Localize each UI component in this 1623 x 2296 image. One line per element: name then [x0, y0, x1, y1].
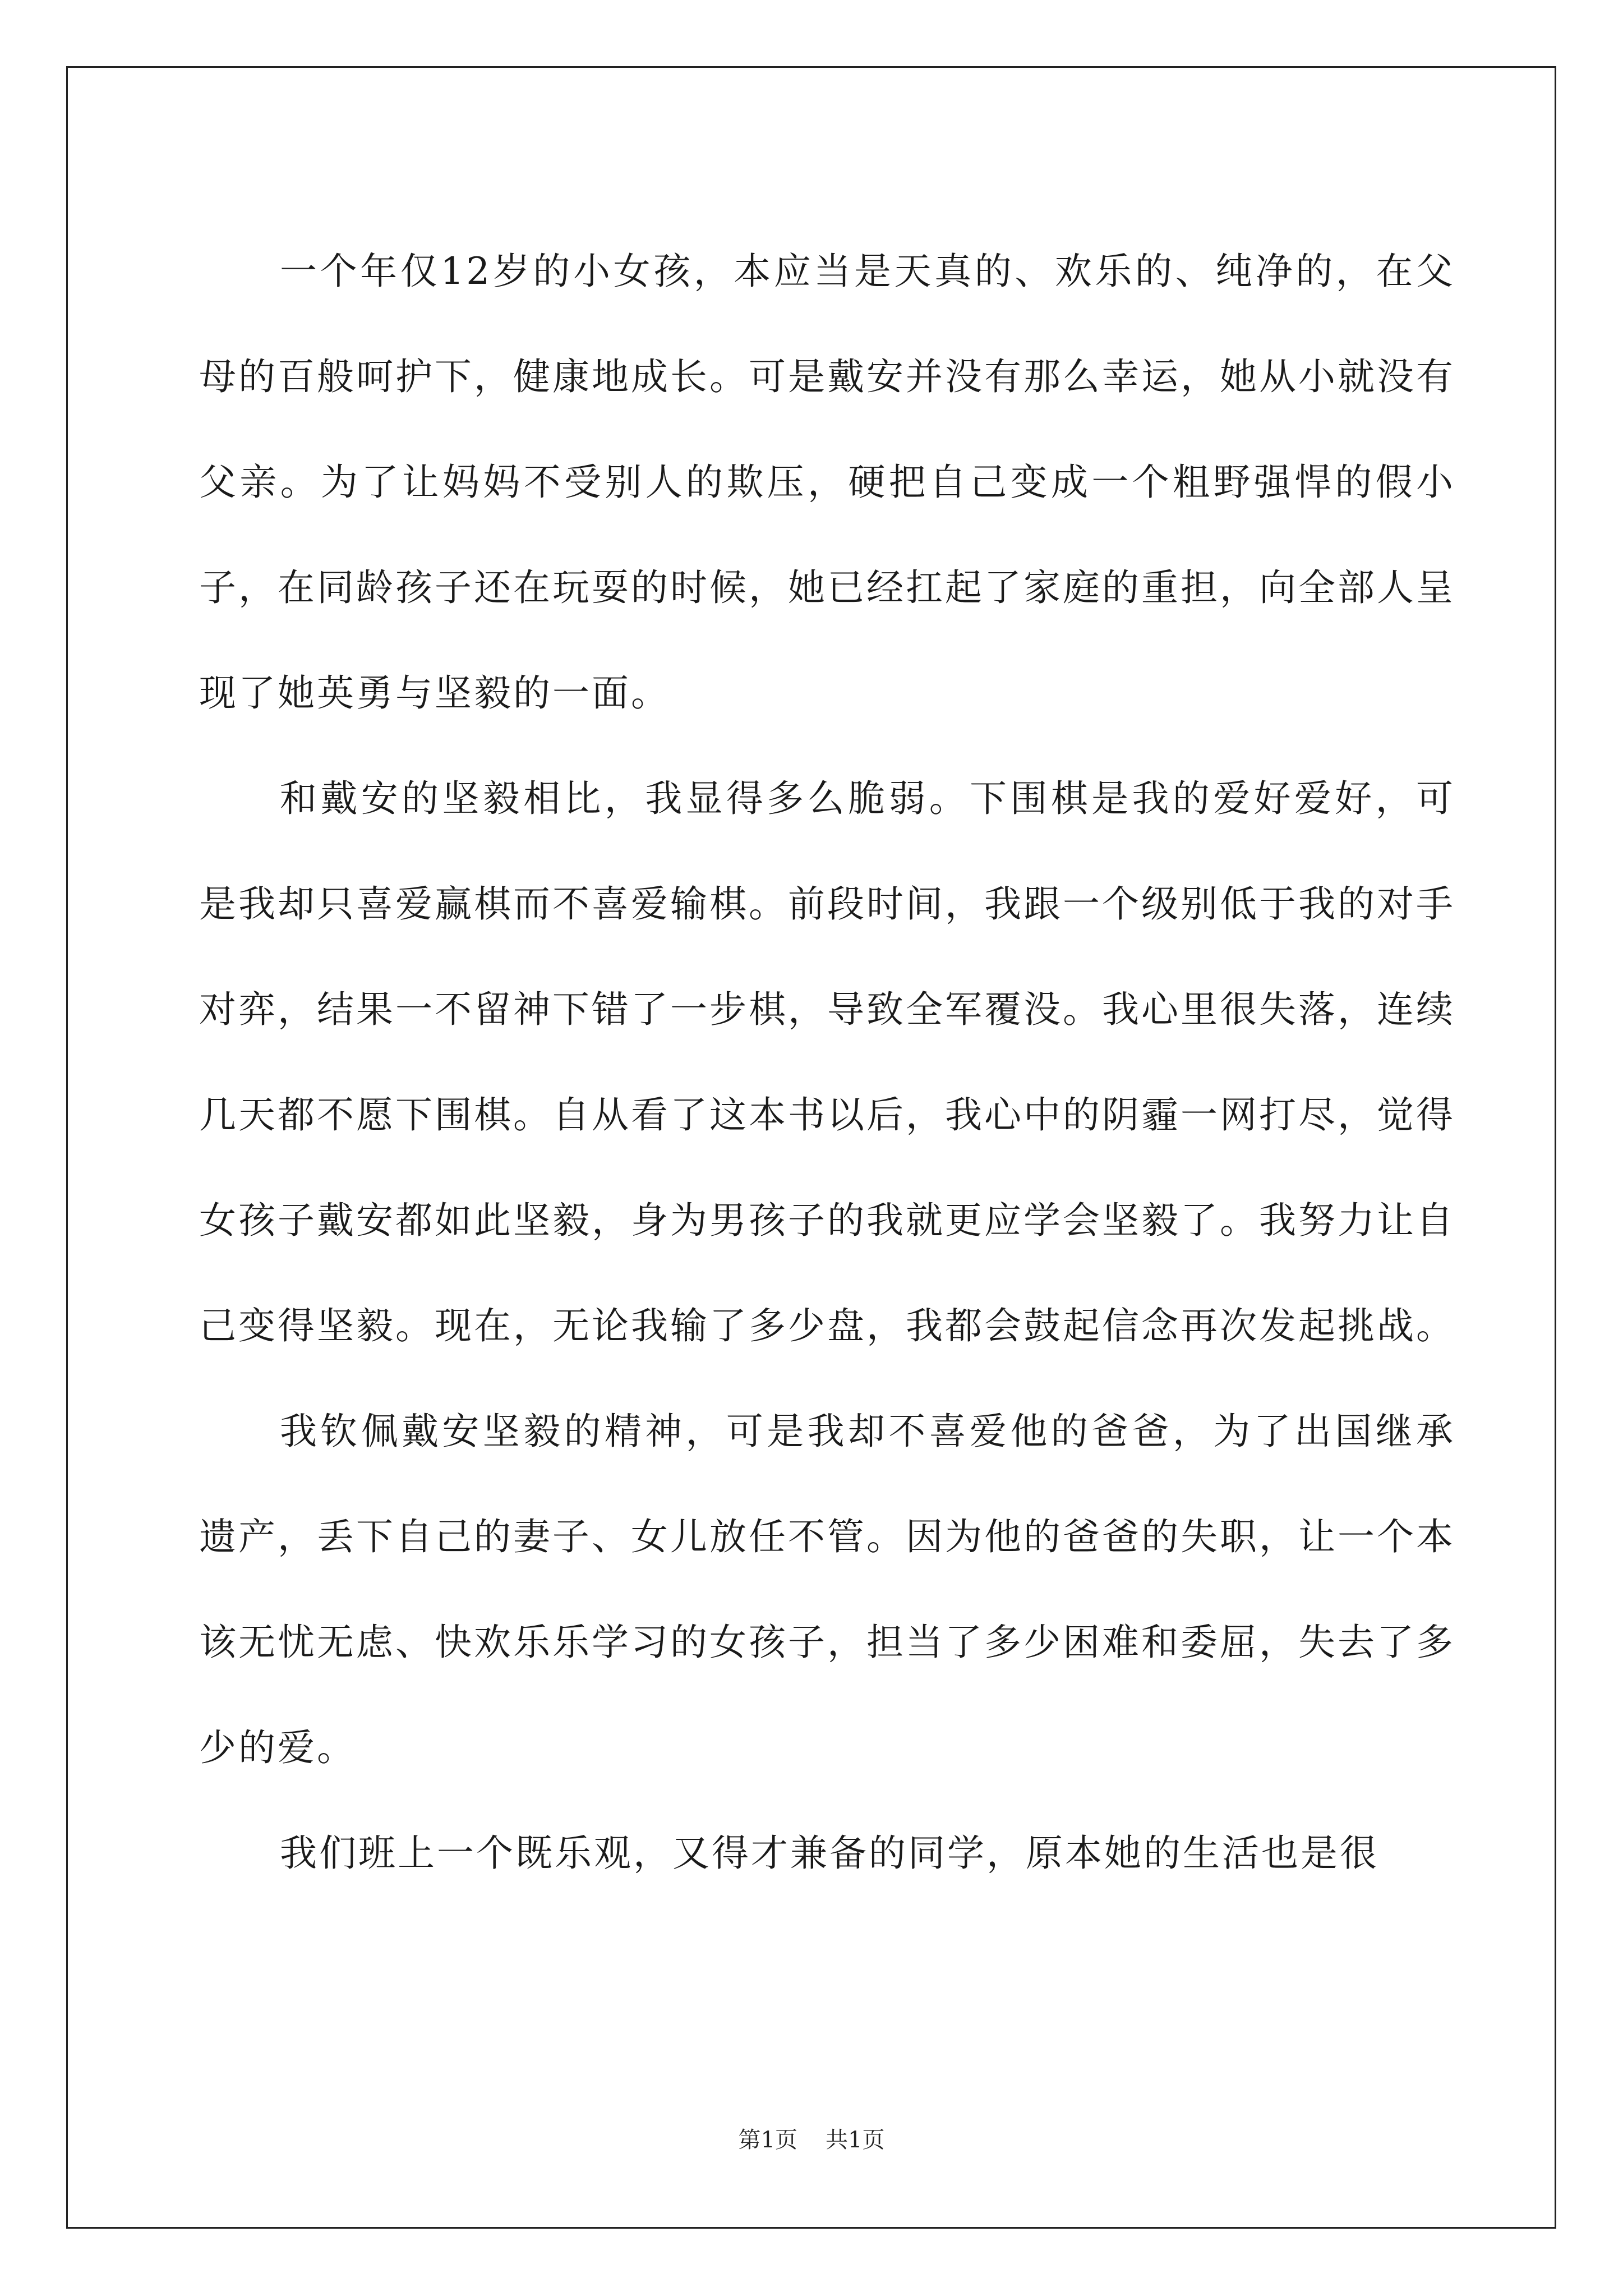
paragraph-4: 我们班上一个既乐观，又得才兼备的同学，原本她的生活也是很 — [280, 1832, 1379, 1875]
paragraph-1: 一个年仅12岁的小女孩，本应当是天真的、欢乐的、纯净的，在父母的百般呵护下，健康地成长。可是戴安并没有那么幸运，她从小就没有父亲。为了让妈妈不受别人的欺压，硬把自己变成一个粗野强悍的假小子，在同龄孩子还在玩耍的时候，她已经扛起了家庭的重担，向全部人呈现了她英勇与坚毅的一面。 — [199, 250, 1455, 715]
page-footer — [0, 2123, 1623, 2157]
paragraph-2: 和戴安的坚毅相比，我显得多么脆弱。下围棋是我的爱好爱好，可是我却只喜爱赢棋而不喜爱输棋。前段时间，我跟一个级别低于我的对手对弈，结果一不留神下错了一步棋，导致全军覆没。我心里很失落，连续几天都不愿下围棋。自从看了这本书以后，我心中的阴霾一网打尽，觉得女孩子戴安都如此坚毅，身为男孩子的我就更应学会坚毅了。我努力让自己变得坚毅。现在，无论我输了多少盘，我都会鼓起信念再次发起挑战。 — [199, 777, 1455, 1347]
page-number: 第1页 — [738, 2127, 797, 2153]
page-total: 共1页 — [826, 2127, 885, 2153]
document-body — [199, 219, 1455, 1906]
paragraph-3: 我钦佩戴安坚毅的精神，可是我却不喜爱他的爸爸，为了出国继承遗产，丢下自己的妻子、女儿放任不管。因为他的爸爸的失职，让一个本该无忧无虑、快欢乐乐学习的女孩子，担当了多少困难和委屈，失去了多少的爱。 — [199, 1410, 1455, 1769]
